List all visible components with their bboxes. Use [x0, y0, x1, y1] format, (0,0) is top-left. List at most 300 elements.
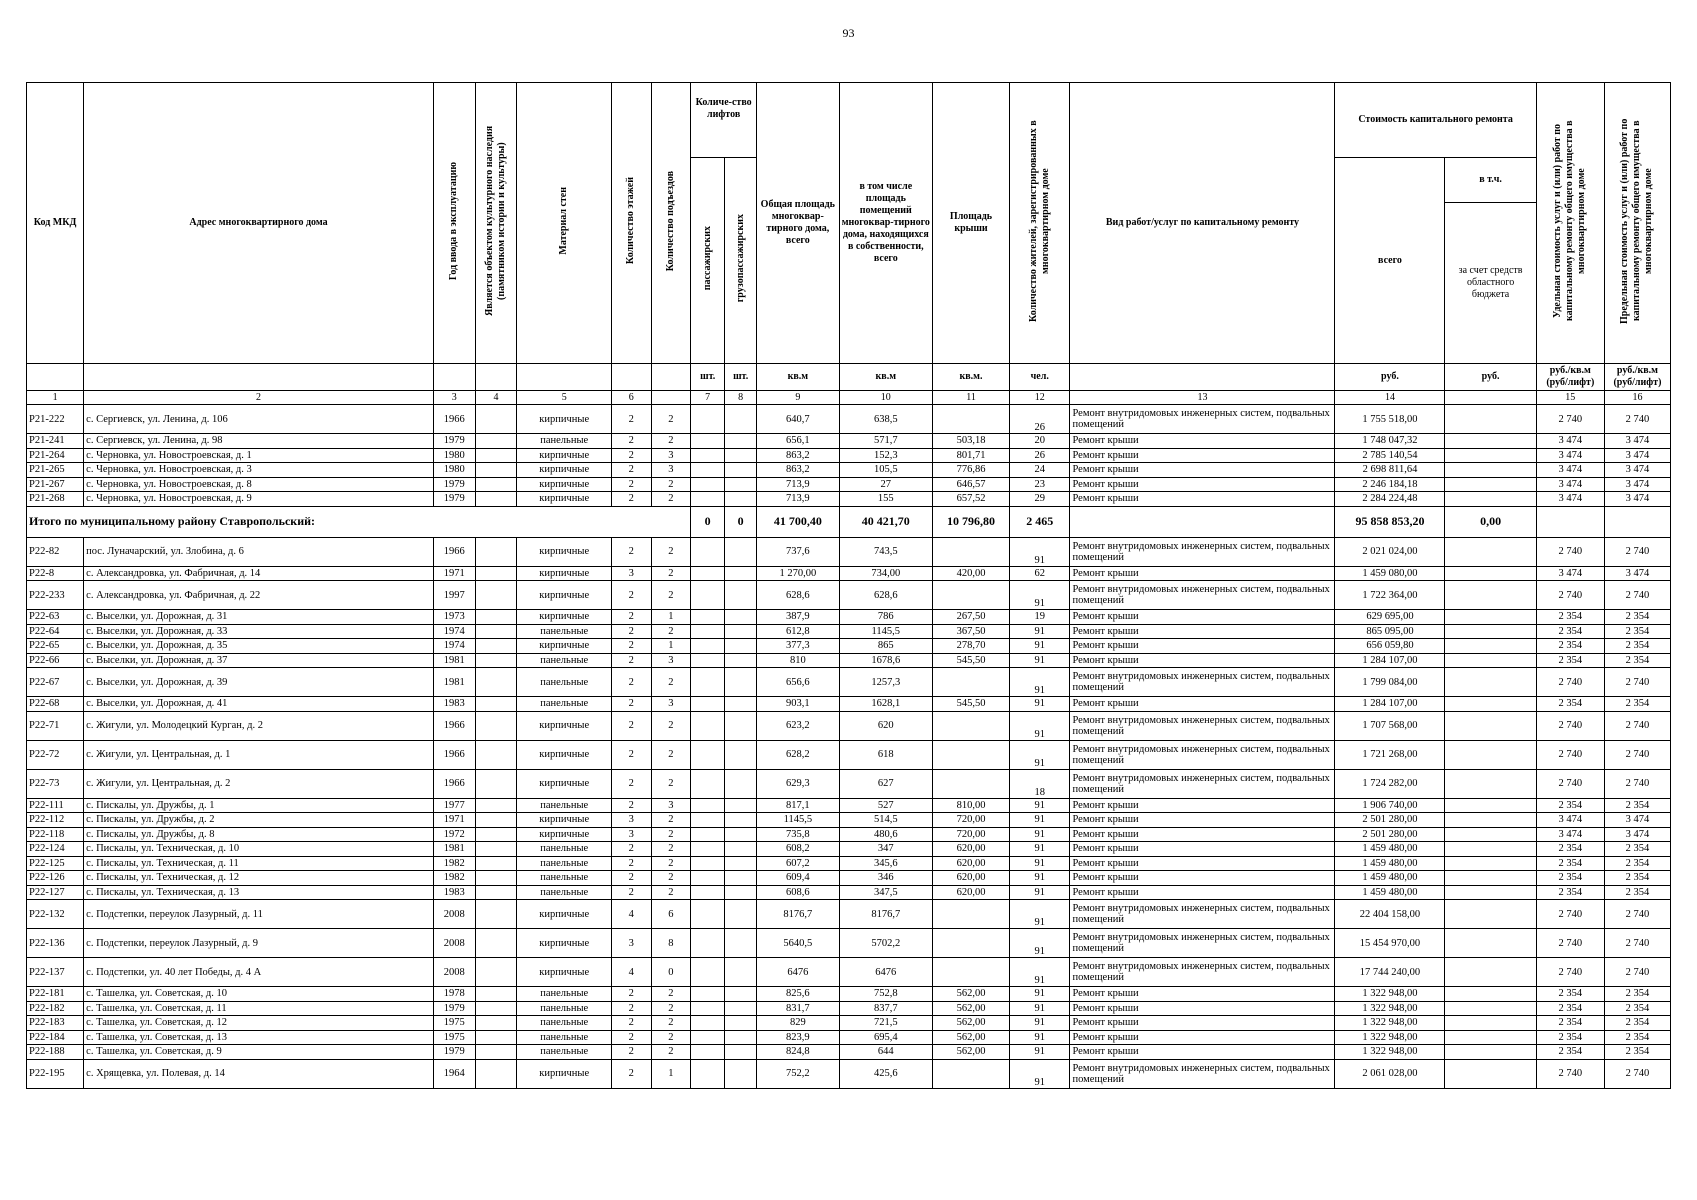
cell-entrances: 2	[651, 871, 691, 886]
table-row	[27, 624, 1671, 639]
cell-floors: 2	[611, 871, 651, 886]
header-entrances: Количество подъездов	[664, 170, 676, 272]
cell-code: Р22-195	[27, 1059, 84, 1088]
cell-max-cost: 2 354	[1604, 842, 1670, 857]
cell-work-type: Ремонт внутридомовых инженерных систем, подвальных помещений	[1070, 581, 1335, 610]
table-row	[27, 405, 1671, 434]
cell-floors: 3	[611, 827, 651, 842]
cell-cost-total: 2 501 280,00	[1335, 813, 1445, 828]
cell-work-type: Ремонт крыши	[1070, 813, 1335, 828]
cell-code: Р22-181	[27, 987, 84, 1002]
cell-address: с. Пискалы, ул. Дружбы, д. 2	[84, 813, 434, 828]
cell-work-type: Ремонт крыши	[1070, 798, 1335, 813]
cell-address: с. Черновка, ул. Новостроевская, д. 3	[84, 463, 434, 478]
cell-entrances: 2	[651, 827, 691, 842]
cell-work-type: Ремонт крыши	[1070, 871, 1335, 886]
cell-roof-area	[933, 740, 1010, 769]
cell-total-area: 5640,5	[757, 929, 839, 958]
cell-regional	[1445, 1059, 1536, 1088]
cell-max-cost: 2 354	[1604, 987, 1670, 1002]
summary-roof-area: 10 796,80	[933, 506, 1010, 537]
cell-code: Р22-132	[27, 900, 84, 929]
column-number: 7	[691, 391, 725, 405]
cell-regional	[1445, 434, 1536, 449]
cell-material: панельные	[517, 987, 612, 1002]
cell-cost-total: 2 061 028,00	[1335, 1059, 1445, 1088]
cell-heritage	[475, 463, 517, 478]
cell-entrances: 2	[651, 668, 691, 697]
cell-passenger-lifts	[691, 477, 725, 492]
cell-max-cost: 3 474	[1604, 813, 1670, 828]
table-row	[27, 697, 1671, 712]
cell-passenger-lifts	[691, 448, 725, 463]
cell-cost-total: 1 722 364,00	[1335, 581, 1445, 610]
cell-roof-area: 646,57	[933, 477, 1010, 492]
cell-unit-cost: 2 354	[1536, 885, 1604, 900]
cell-passenger-lifts	[691, 405, 725, 434]
cell-regional	[1445, 856, 1536, 871]
cell-cost-total: 629 695,00	[1335, 610, 1445, 625]
table-row	[27, 492, 1671, 507]
cell-owned-area: 1678,6	[839, 653, 932, 668]
cell-passenger-lifts	[691, 827, 725, 842]
cell-unit-cost: 3 474	[1536, 813, 1604, 828]
rows-group-b	[27, 537, 1671, 1088]
cell-heritage	[475, 537, 517, 566]
cell-code: Р22-68	[27, 697, 84, 712]
cell-code: Р22-182	[27, 1001, 84, 1016]
header-work-type: Вид работ/услуг по капитальному ремонту	[1070, 83, 1335, 364]
cell-code: Р22-184	[27, 1030, 84, 1045]
cell-regional	[1445, 740, 1536, 769]
cell-owned-area: 5702,2	[839, 929, 932, 958]
cell-year: 1966	[433, 405, 475, 434]
cell-cargo-lifts	[725, 813, 757, 828]
cell-year: 1966	[433, 537, 475, 566]
cell-year: 1974	[433, 639, 475, 654]
cell-floors: 2	[611, 405, 651, 434]
cell-max-cost: 2 740	[1604, 668, 1670, 697]
cell-max-cost: 3 474	[1604, 434, 1670, 449]
cell-material: панельные	[517, 856, 612, 871]
cell-cost-total: 1 906 740,00	[1335, 798, 1445, 813]
cell-regional	[1445, 1001, 1536, 1016]
cell-heritage	[475, 434, 517, 449]
cell-total-area: 810	[757, 653, 839, 668]
cell-cargo-lifts	[725, 769, 757, 798]
cell-roof-area: 545,50	[933, 653, 1010, 668]
cell-roof-area: 657,52	[933, 492, 1010, 507]
cell-year: 1975	[433, 1016, 475, 1031]
cell-address: с. Сергиевск, ул. Ленина, д. 98	[84, 434, 434, 449]
cell-passenger-lifts	[691, 537, 725, 566]
cell-entrances: 0	[651, 958, 691, 987]
cell-address: с. Пискалы, ул. Техническая, д. 12	[84, 871, 434, 886]
cell-code: Р21-268	[27, 492, 84, 507]
cell-entrances: 8	[651, 929, 691, 958]
cell-work-type: Ремонт крыши	[1070, 639, 1335, 654]
cell-passenger-lifts	[691, 492, 725, 507]
cell-address: с. Выселки, ул. Дорожная, д. 39	[84, 668, 434, 697]
cell-max-cost: 3 474	[1604, 463, 1670, 478]
cell-code: Р21-267	[27, 477, 84, 492]
cell-unit-cost: 2 740	[1536, 929, 1604, 958]
cell-owned-area: 6476	[839, 958, 932, 987]
cell-regional	[1445, 477, 1536, 492]
cell-unit-cost: 2 354	[1536, 697, 1604, 712]
cell-total-area: 612,8	[757, 624, 839, 639]
cell-heritage	[475, 492, 517, 507]
cell-material: кирпичные	[517, 1059, 612, 1088]
cell-code: Р22-118	[27, 827, 84, 842]
cell-unit-cost: 2 354	[1536, 639, 1604, 654]
cell-unit-cost: 2 740	[1536, 740, 1604, 769]
header-roof-area: Площадь крыши	[933, 83, 1010, 364]
cell-owned-area: 721,5	[839, 1016, 932, 1031]
cell-material: кирпичные	[517, 537, 612, 566]
table-row	[27, 434, 1671, 449]
cell-floors: 2	[611, 798, 651, 813]
cell-owned-area: 620	[839, 711, 932, 740]
cell-roof-area: 720,00	[933, 813, 1010, 828]
cell-owned-area: 837,7	[839, 1001, 932, 1016]
cell-code: Р22-233	[27, 581, 84, 610]
header-code: Код МКД	[27, 83, 84, 364]
column-number: 12	[1010, 391, 1070, 405]
table-row	[27, 827, 1671, 842]
cell-heritage	[475, 668, 517, 697]
cell-entrances: 3	[651, 448, 691, 463]
cell-total-area: 863,2	[757, 448, 839, 463]
cell-unit-cost: 2 354	[1536, 871, 1604, 886]
cell-work-type: Ремонт крыши	[1070, 477, 1335, 492]
cell-max-cost: 2 354	[1604, 639, 1670, 654]
cell-work-type: Ремонт крыши	[1070, 434, 1335, 449]
cell-floors: 3	[611, 813, 651, 828]
cell-year: 1964	[433, 1059, 475, 1088]
cell-cost-total: 2 501 280,00	[1335, 827, 1445, 842]
cell-roof-area: 503,18	[933, 434, 1010, 449]
cell-max-cost: 2 354	[1604, 871, 1670, 886]
cell-passenger-lifts	[691, 1045, 725, 1060]
cell-cost-total: 1 322 948,00	[1335, 1045, 1445, 1060]
cell-floors: 2	[611, 639, 651, 654]
cell-work-type: Ремонт крыши	[1070, 1001, 1335, 1016]
cell-total-area: 607,2	[757, 856, 839, 871]
cell-material: кирпичные	[517, 405, 612, 434]
header-cost-total: всего	[1335, 158, 1445, 364]
cell-floors: 2	[611, 653, 651, 668]
cell-floors: 2	[611, 1016, 651, 1031]
cell-entrances: 2	[651, 405, 691, 434]
cell-regional	[1445, 842, 1536, 857]
cell-cost-total: 17 744 240,00	[1335, 958, 1445, 987]
cell-owned-area: 425,6	[839, 1059, 932, 1088]
cell-material: кирпичные	[517, 566, 612, 581]
cell-regional	[1445, 448, 1536, 463]
cell-regional	[1445, 798, 1536, 813]
cell-material: кирпичные	[517, 639, 612, 654]
cell-entrances: 3	[651, 463, 691, 478]
cell-cargo-lifts	[725, 492, 757, 507]
cell-regional	[1445, 697, 1536, 712]
header-passenger-lifts: пассажирских	[701, 226, 713, 291]
summary-label: Итого по муниципальному району Ставропольский:	[27, 506, 691, 537]
cell-entrances: 2	[651, 434, 691, 449]
cell-cost-total: 1 724 282,00	[1335, 769, 1445, 798]
cell-cost-total: 1 459 080,00	[1335, 566, 1445, 581]
cell-floors: 2	[611, 697, 651, 712]
cell-passenger-lifts	[691, 1059, 725, 1088]
cell-total-area: 735,8	[757, 827, 839, 842]
cell-unit-cost: 2 740	[1536, 900, 1604, 929]
cell-year: 1977	[433, 798, 475, 813]
cell-entrances: 2	[651, 566, 691, 581]
cell-address: с. Жигули, ул. Центральная, д. 2	[84, 769, 434, 798]
cell-cost-total: 1 755 518,00	[1335, 405, 1445, 434]
cell-total-area: 608,2	[757, 842, 839, 857]
cell-cost-total: 1 322 948,00	[1335, 1016, 1445, 1031]
cell-cost-total: 15 454 970,00	[1335, 929, 1445, 958]
cell-material: панельные	[517, 842, 612, 857]
cell-cargo-lifts	[725, 1045, 757, 1060]
column-number: 2	[84, 391, 434, 405]
cell-floors: 2	[611, 610, 651, 625]
cell-entrances: 2	[651, 813, 691, 828]
cell-max-cost: 3 474	[1604, 492, 1670, 507]
cell-owned-area: 152,3	[839, 448, 932, 463]
cell-residents: 91	[1010, 740, 1070, 769]
cell-cost-total: 1 459 480,00	[1335, 842, 1445, 857]
header-material: Материал стен	[558, 187, 570, 255]
cell-passenger-lifts	[691, 697, 725, 712]
cell-owned-area: 8176,7	[839, 900, 932, 929]
cell-max-cost: 2 354	[1604, 856, 1670, 871]
cell-material: кирпичные	[517, 740, 612, 769]
cell-passenger-lifts	[691, 610, 725, 625]
cell-cost-total: 1 322 948,00	[1335, 1001, 1445, 1016]
cell-floors: 2	[611, 668, 651, 697]
cell-owned-area: 514,5	[839, 813, 932, 828]
cell-work-type: Ремонт крыши	[1070, 856, 1335, 871]
cell-floors: 2	[611, 885, 651, 900]
cell-regional	[1445, 639, 1536, 654]
cell-roof-area: 720,00	[933, 827, 1010, 842]
column-number: 14	[1335, 391, 1445, 405]
cell-material: панельные	[517, 697, 612, 712]
cell-work-type: Ремонт внутридомовых инженерных систем, подвальных помещений	[1070, 929, 1335, 958]
cell-cargo-lifts	[725, 740, 757, 769]
cell-floors: 3	[611, 929, 651, 958]
cell-cost-total: 1 707 568,00	[1335, 711, 1445, 740]
cell-roof-area	[933, 711, 1010, 740]
cell-regional	[1445, 813, 1536, 828]
cell-residents: 91	[1010, 885, 1070, 900]
cell-max-cost: 3 474	[1604, 827, 1670, 842]
unit-pcs: шт.	[725, 364, 757, 391]
cell-code: Р22-136	[27, 929, 84, 958]
unit-people: чел.	[1010, 364, 1070, 391]
column-number: 16	[1604, 391, 1670, 405]
cell-cargo-lifts	[725, 624, 757, 639]
cell-address: с. Черновка, ул. Новостроевская, д. 8	[84, 477, 434, 492]
cell-passenger-lifts	[691, 1001, 725, 1016]
cell-cargo-lifts	[725, 842, 757, 857]
cell-work-type: Ремонт внутридомовых инженерных систем, подвальных помещений	[1070, 668, 1335, 697]
cell-residents: 91	[1010, 668, 1070, 697]
cell-passenger-lifts	[691, 871, 725, 886]
cell-total-area: 656,1	[757, 434, 839, 449]
cell-cost-total: 1 721 268,00	[1335, 740, 1445, 769]
cell-total-area: 628,6	[757, 581, 839, 610]
cell-address: с. Жигули, ул. Молодецкий Курган, д. 2	[84, 711, 434, 740]
column-number: 9	[757, 391, 839, 405]
cell-regional	[1445, 900, 1536, 929]
cell-year: 1966	[433, 711, 475, 740]
table-row	[27, 769, 1671, 798]
cell-regional	[1445, 769, 1536, 798]
cell-material: панельные	[517, 624, 612, 639]
cell-total-area: 831,7	[757, 1001, 839, 1016]
cell-unit-cost: 2 354	[1536, 1030, 1604, 1045]
cell-material: кирпичные	[517, 711, 612, 740]
cell-cargo-lifts	[725, 610, 757, 625]
summary-cargo: 0	[725, 506, 757, 537]
summary-total-area: 41 700,40	[757, 506, 839, 537]
cell-heritage	[475, 448, 517, 463]
cell-residents: 91	[1010, 900, 1070, 929]
cell-max-cost: 2 354	[1604, 624, 1670, 639]
cell-address: с. Жигули, ул. Центральная, д. 1	[84, 740, 434, 769]
cell-year: 1973	[433, 610, 475, 625]
cell-total-area: 377,3	[757, 639, 839, 654]
cell-heritage	[475, 900, 517, 929]
cell-unit-cost: 2 354	[1536, 856, 1604, 871]
cell-floors: 2	[611, 711, 651, 740]
cell-cargo-lifts	[725, 477, 757, 492]
cell-code: Р22-8	[27, 566, 84, 581]
cell-year: 1983	[433, 697, 475, 712]
cell-total-area: 608,6	[757, 885, 839, 900]
cell-cost-total: 2 698 811,64	[1335, 463, 1445, 478]
table-row	[27, 581, 1671, 610]
header-including: в т.ч.	[1445, 158, 1536, 203]
table-row	[27, 639, 1671, 654]
cell-heritage	[475, 477, 517, 492]
cell-roof-area: 562,00	[933, 1030, 1010, 1045]
cell-address: с. Ташелка, ул. Советская, д. 13	[84, 1030, 434, 1045]
cell-material: панельные	[517, 668, 612, 697]
cell-residents: 91	[1010, 827, 1070, 842]
cell-material: панельные	[517, 871, 612, 886]
cell-work-type: Ремонт крыши	[1070, 653, 1335, 668]
cell-heritage	[475, 610, 517, 625]
cell-roof-area: 562,00	[933, 987, 1010, 1002]
cell-max-cost: 2 354	[1604, 1016, 1670, 1031]
cell-floors: 2	[611, 1059, 651, 1088]
table-row	[27, 537, 1671, 566]
cell-max-cost: 2 740	[1604, 929, 1670, 958]
page-number: 93	[842, 26, 855, 40]
summary-cost-total: 95 858 853,20	[1335, 506, 1445, 537]
cell-regional	[1445, 653, 1536, 668]
cell-address: пос. Луначарский, ул. Злобина, д. 6	[84, 537, 434, 566]
rows-group-a	[27, 405, 1671, 507]
cell-floors: 4	[611, 958, 651, 987]
cell-year: 2008	[433, 958, 475, 987]
cell-cargo-lifts	[725, 885, 757, 900]
cell-regional	[1445, 1016, 1536, 1031]
cell-heritage	[475, 856, 517, 871]
header-owned-area: в том числе площадь помещений многоквар-тирного дома, находящихся в собственности, всего	[839, 83, 932, 364]
cell-max-cost: 2 740	[1604, 711, 1670, 740]
cell-residents: 91	[1010, 1030, 1070, 1045]
cell-code: Р22-188	[27, 1045, 84, 1060]
cell-heritage	[475, 798, 517, 813]
cell-cargo-lifts	[725, 871, 757, 886]
cell-roof-area	[933, 537, 1010, 566]
cell-material: панельные	[517, 1045, 612, 1060]
cell-residents: 91	[1010, 624, 1070, 639]
cell-year: 1982	[433, 856, 475, 871]
cell-owned-area: 346	[839, 871, 932, 886]
cell-material: панельные	[517, 1030, 612, 1045]
cell-unit-cost: 2 740	[1536, 668, 1604, 697]
cell-residents: 23	[1010, 477, 1070, 492]
cell-floors: 2	[611, 492, 651, 507]
cell-heritage	[475, 1016, 517, 1031]
cell-regional	[1445, 711, 1536, 740]
cell-regional	[1445, 1045, 1536, 1060]
cell-floors: 4	[611, 900, 651, 929]
cell-year: 1979	[433, 1045, 475, 1060]
cell-address: с. Подстепки, ул. 40 лет Победы, д. 4 А	[84, 958, 434, 987]
cell-max-cost: 2 740	[1604, 958, 1670, 987]
cell-passenger-lifts	[691, 900, 725, 929]
cell-year: 1971	[433, 813, 475, 828]
cell-heritage	[475, 639, 517, 654]
cell-heritage	[475, 885, 517, 900]
cell-work-type: Ремонт крыши	[1070, 842, 1335, 857]
cell-cost-total: 1 322 948,00	[1335, 987, 1445, 1002]
cell-unit-cost: 2 740	[1536, 769, 1604, 798]
cell-cost-total: 656 059,80	[1335, 639, 1445, 654]
cell-passenger-lifts	[691, 740, 725, 769]
cell-owned-area: 480,6	[839, 827, 932, 842]
cell-total-area: 609,4	[757, 871, 839, 886]
table-row	[27, 958, 1671, 987]
unit-sqm: кв.м.	[933, 364, 1010, 391]
cell-address: с. Ташелка, ул. Советская, д. 11	[84, 1001, 434, 1016]
cell-code: Р22-126	[27, 871, 84, 886]
cell-heritage	[475, 581, 517, 610]
cell-owned-area: 1628,1	[839, 697, 932, 712]
cell-owned-area: 743,5	[839, 537, 932, 566]
cell-floors: 2	[611, 1001, 651, 1016]
cell-unit-cost: 2 740	[1536, 405, 1604, 434]
cell-unit-cost: 3 474	[1536, 434, 1604, 449]
cell-regional	[1445, 885, 1536, 900]
cell-residents: 91	[1010, 813, 1070, 828]
cell-passenger-lifts	[691, 711, 725, 740]
cell-work-type: Ремонт крыши	[1070, 610, 1335, 625]
cell-max-cost: 2 740	[1604, 537, 1670, 566]
cell-passenger-lifts	[691, 653, 725, 668]
table-row	[27, 711, 1671, 740]
cell-total-area: 824,8	[757, 1045, 839, 1060]
cell-work-type: Ремонт крыши	[1070, 885, 1335, 900]
cell-cost-total: 22 404 158,00	[1335, 900, 1445, 929]
